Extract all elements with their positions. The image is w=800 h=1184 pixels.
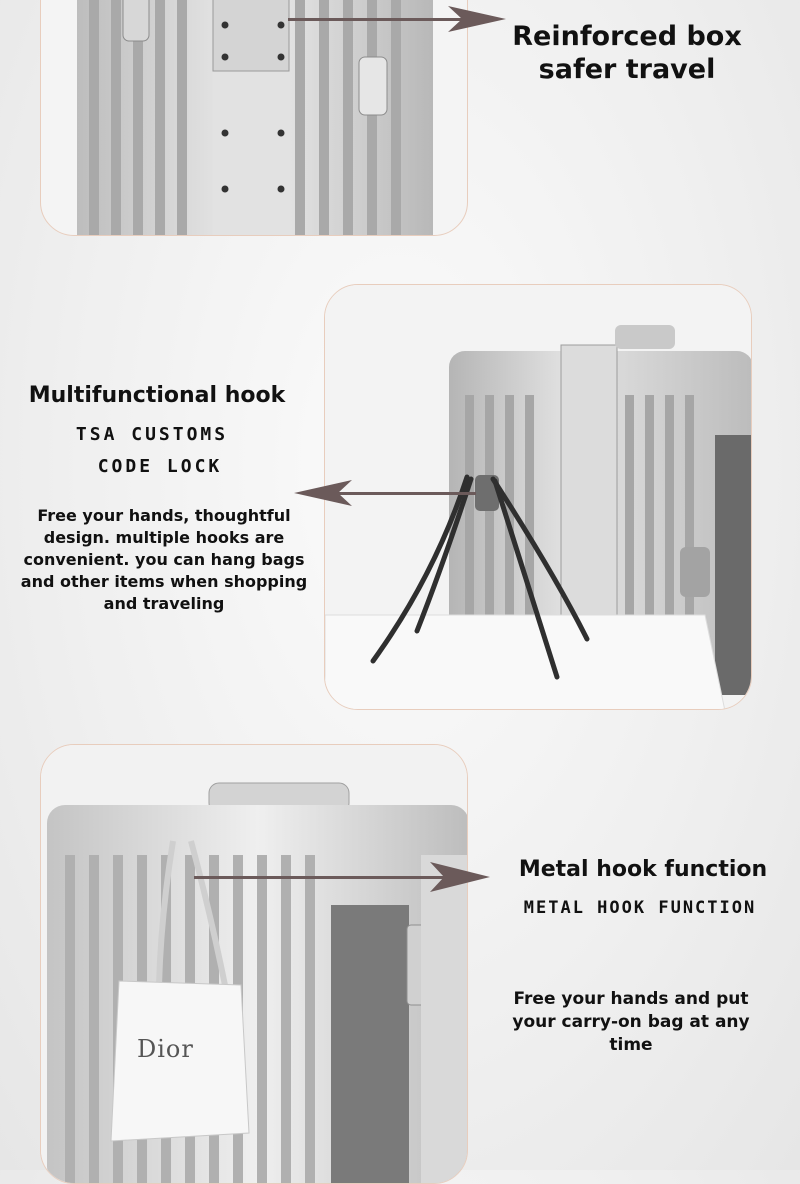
metal-hook-description: Free your hands and put your carry-on bag at any time: [512, 989, 750, 1055]
suitcase-hinge-illustration: [41, 0, 468, 236]
metal-hook-title: Metal hook function: [518, 857, 768, 882]
metal-hook-image-panel: [40, 744, 468, 1184]
tsa-customs-label: TSA CUSTOMS: [75, 424, 229, 445]
suitcase-hook-illustration: [325, 285, 752, 710]
multifunctional-hook-title: Multifunctional hook: [28, 383, 286, 408]
multifunctional-hook-image-panel: [324, 284, 752, 710]
reinforced-box-title: Reinforced box safer travel: [512, 21, 742, 85]
metal-hook-caps-label: METAL HOOK FUNCTION: [523, 898, 757, 918]
bag-brand-label: Dior: [137, 1035, 194, 1063]
reinforced-box-image-panel: [40, 0, 468, 236]
multifunctional-hook-description: Free your hands, thoughtful design. multiple hooks are convenient. you can hang bags and other items when shopping and traveling: [20, 506, 308, 613]
suitcase-bag-illustration: [41, 745, 468, 1184]
code-lock-label: CODE LOCK: [97, 456, 223, 477]
